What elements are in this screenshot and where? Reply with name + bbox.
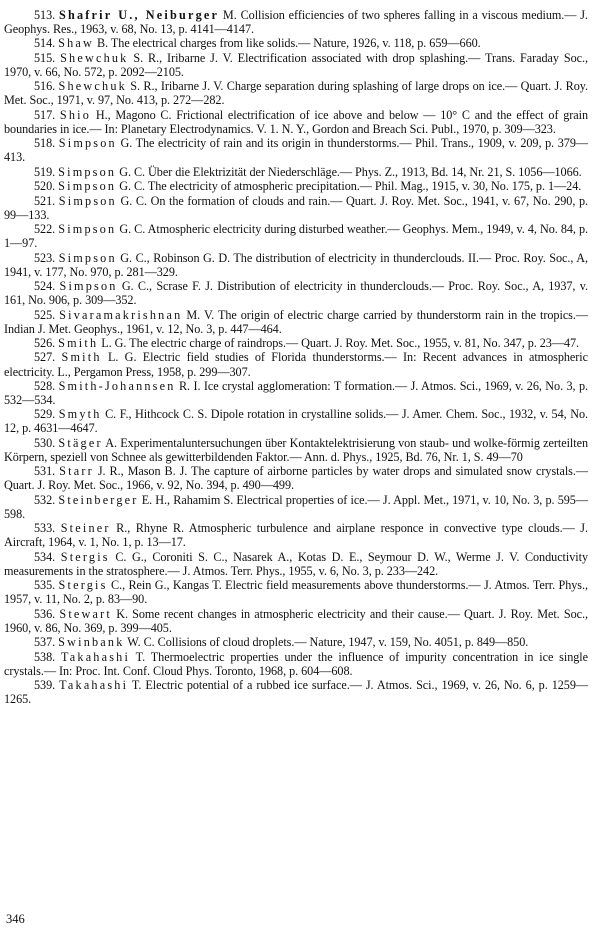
reference-entry: 514. Shaw B. The electrical charges from like solids.— Nature, 1926, v. 118, p. 659—660. bbox=[34, 36, 481, 51]
reference-entry: 524. Simpson G. C., Scrase F. J. Distribution of electricity in thunderclouds.— Proc. Roy. Soc., A, 1937, v. 161, No. 906, p. 309—352. bbox=[4, 279, 588, 308]
page-number: 346 bbox=[6, 912, 25, 926]
reference-authors: Simpson bbox=[58, 136, 117, 151]
reference-authors: Shaw bbox=[58, 36, 95, 51]
reference-entry: 531. Starr J. R., Mason B. J. The capture of airborne particles by water drops and simulated snow crystals.— Quart. J. Roy. Met. Soc., 1966, v. 92, No. 394, p. 490—499. bbox=[4, 464, 588, 493]
reference-authors: Shewchuk bbox=[58, 79, 127, 94]
reference-entry: 525. Sivaramakrishnan M. V. The origin of electric charge carried by thunderstorm rain in the tropics.— Indian J. Met. Geophys., 1961, v. 12, No. 3, p. 447—464. bbox=[4, 307, 589, 336]
reference-entry: 533. Steiner R., Rhyne R. Atmospheric turbulence and airplane responce in convective type clouds.— J. Aircraft, 1964, v. 1, No. 1, p. 13—17. bbox=[4, 521, 589, 550]
reference-authors: Takahashi bbox=[59, 678, 129, 693]
reference-authors: Stergis bbox=[58, 578, 108, 593]
reference-entry: 532. Steinberger E. H., Rahamim S. Electrical properties of ice.— J. Appl. Met., 1971, v. 10, No. 3, p. 595—598. bbox=[4, 492, 588, 521]
reference-authors: Smith bbox=[58, 336, 99, 351]
reference-authors: Shewchuk bbox=[60, 50, 129, 65]
reference-entry: 534. Stergis C. G., Coroniti S. C., Nasarek A., Kotas D. E., Seymour D. W., Werme J. V. Conductivity measurements in the stratosphere.— J. Atmos. Terr. Phys., 1955, v. 6, No. 3, p. 233—242. bbox=[4, 549, 588, 578]
reference-authors: Simpson bbox=[58, 222, 117, 237]
reference-authors: Steinberger bbox=[58, 492, 139, 507]
reference-authors: Smyth bbox=[58, 407, 102, 422]
reference-authors: Simpson bbox=[58, 179, 117, 194]
reference-entry: 530. Stäger A. Experimentaluntersuchungen über Kontaktelektrisierung von staub- und wolke-förmig zerteilten Körpern, speziell von Schnee als gewitterbildenden Faktor.— Ann. d. Phys., 1925, Bd. 76, Nr. 1, S. 49—70 bbox=[4, 435, 588, 464]
reference-authors: Simpson bbox=[58, 250, 117, 265]
reference-authors: Stergis bbox=[60, 549, 110, 564]
reference-entry: 527. Smith L. G. Electric field studies of Florida thunderstorms.— In: Recent advances in atmospheric electricity. L., Pergamon Press, 1958, p. 299—307. bbox=[4, 350, 588, 379]
reference-authors: Simpson bbox=[58, 193, 117, 208]
reference-entry: 523. Simpson G. C., Robinson G. D. The distribution of electricity in thunderclouds. II.— Proc. Roy. Soc., A, 1941, v. 177, No. 970, p. 281—329. bbox=[4, 250, 588, 279]
reference-authors: Swinbank bbox=[58, 635, 125, 650]
reference-entry: 516. Shewchuk S. R., Iribarne J. V. Charge separation during splashing of large drops on ice.— Quart. J. Roy. Met. Soc., 1971, v. 97, No. 413, p. 272—282. bbox=[4, 79, 588, 108]
reference-authors: Stäger bbox=[58, 435, 103, 450]
reference-entry: 536. Stewart K. Some recent changes in atmospheric electricity and their cause.— Quart. J. Roy. Met. Soc., 1960, v. 86, No. 369, p. 399—405. bbox=[4, 606, 589, 635]
reference-authors: Simpson bbox=[58, 164, 117, 179]
reference-list bbox=[4, 8, 588, 707]
reference-entry: 513. Shafrir U., Neiburger M. Collision efficiencies of two spheres falling in a viscous medium.— J. Geophys. Res., 1963, v. 68, No. 13, p. 4141—4147. bbox=[4, 8, 588, 37]
reference-authors: Smith-Johannsen bbox=[58, 378, 176, 393]
reference-authors: Stewart bbox=[59, 606, 112, 621]
reference-entry: 521. Simpson G. C. On the formation of clouds and rain.— Quart. J. Roy. Met. Soc., 1941, v. 67, No. 290, p. 99—133. bbox=[4, 193, 589, 222]
reference-authors: Shio bbox=[59, 107, 92, 122]
reference-authors: Smith bbox=[61, 350, 102, 365]
reference-entry: 520. Simpson G. C. The electricity of atmospheric precipitation.— Phil. Mag., 1915, v. 30, No. 175, p. 1—24. bbox=[34, 179, 582, 194]
reference-entry: 529. Smyth C. F., Hithcock C. S. Dipole rotation in crystalline solids.— J. Amer. Chem. Soc., 1932, v. 54, No. 12, p. 4631—4647. bbox=[4, 407, 588, 436]
reference-entry: 518. Simpson G. The electricity of rain and its origin in thunderstorms.— Phil. Trans., 1909, v. 209, p. 379—413. bbox=[4, 136, 589, 165]
reference-entry: 537. Swinbank W. C. Collisions of cloud droplets.— Nature, 1947, v. 159, No. 4051, p. 849—850. bbox=[34, 635, 529, 650]
reference-entry: 517. Shio H., Magono C. Frictional electrification of ice above and below — 10° C and the effect of grain boundaries in ice.— In: Planetary Electrodynamics. V. 1. N. Y., Gordon and Breach Sci. Publ., 1970, p. 309—323. bbox=[4, 107, 588, 136]
reference-entry: 528. Smith-Johannsen R. I. Ice crystal agglomeration: T formation.— J. Atmos. Sci., 1969, v. 26, No. 3, p. 532—534. bbox=[4, 378, 588, 407]
reference-entry: 522. Simpson G. C. Atmospheric electricity during disturbed weather.— Geophys. Mem., 1949, v. 4, No. 84, p. 1—97. bbox=[4, 222, 589, 251]
reference-authors: Steiner bbox=[60, 521, 111, 536]
reference-authors: Shafrir U., Neiburger bbox=[59, 8, 220, 22]
reference-authors: Takahashi bbox=[61, 649, 131, 664]
reference-entry: 526. Smith L. G. The electric charge of raindrops.— Quart. J. Roy. Met. Soc., 1955, v. 81, No. 347, p. 23—47. bbox=[34, 336, 580, 351]
reference-authors: Sivaramakrishnan bbox=[59, 307, 183, 322]
reference-entry: 515. Shewchuk S. R., Iribarne J. V. Electrification associated with drop splashing.— Trans. Faraday Soc., 1970, v. 66, No. 572, p. 2092—2105. bbox=[4, 50, 588, 79]
reference-authors: Starr bbox=[59, 464, 94, 479]
reference-authors: Simpson bbox=[59, 279, 118, 294]
reference-entry: 535. Stergis C., Rein G., Kangas T. Electric field measurements above thunderstorms.— J. Atmos. Terr. Phys., 1957, v. 11, No. 2, p. 83—90. bbox=[4, 578, 588, 607]
reference-entry: 519. Simpson G. C. Über die Elektrizität der Niederschläge.— Phys. Z., 1913, Bd. 14, Nr. 21, S. 1056—1066. bbox=[34, 164, 582, 179]
reference-entry: 538. Takahashi T. Thermoelectric properties under the influence of impurity concentration in ice single crystals.— In: Proc. Int. Conf. Cloud Phys. Toronto, 1968, p. 604—608. bbox=[4, 649, 588, 678]
reference-entry: 539. Takahashi T. Electric potential of a rubbed ice surface.— J. Atmos. Sci., 1969, v. 26, No. 6, p. 1259—1265. bbox=[4, 678, 589, 707]
